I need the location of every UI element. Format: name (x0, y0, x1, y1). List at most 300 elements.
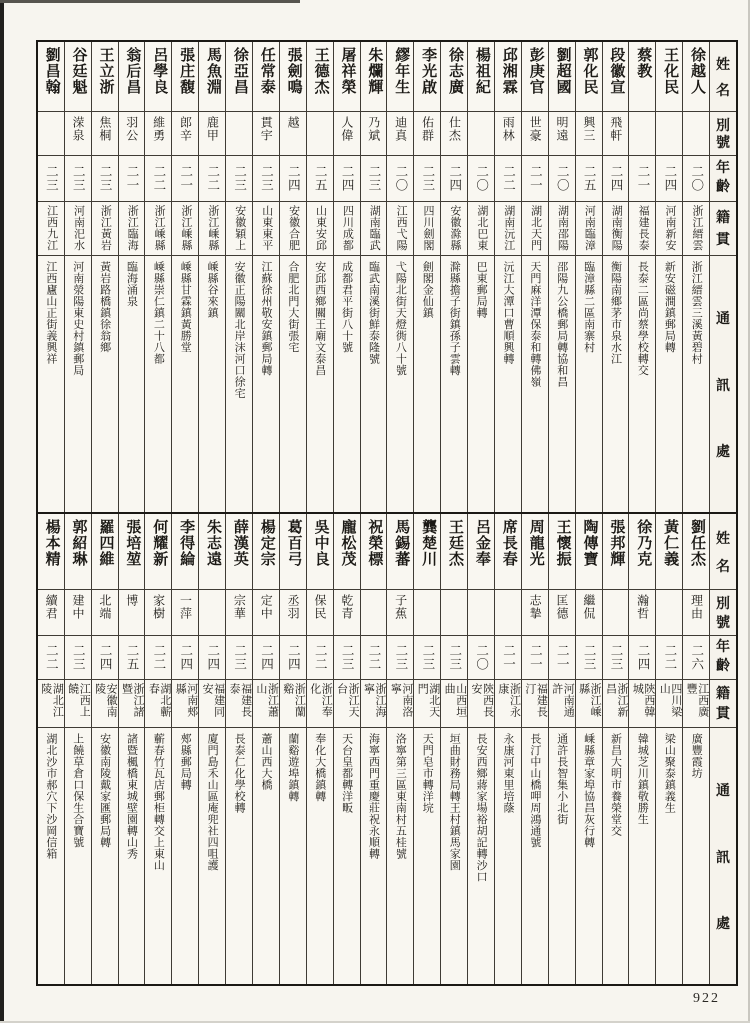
person-age-cell (549, 156, 575, 202)
person-name-text: 薛漢英 (231, 519, 248, 567)
person-address-cell (441, 256, 467, 512)
person-address-cell (38, 256, 64, 512)
person-native-text: 浙江嵊縣 (180, 205, 193, 251)
person-name-text: 劉超國 (554, 47, 571, 95)
header-char: 通 (716, 784, 731, 800)
person-name-cell (199, 42, 225, 112)
person-alias-cell (119, 590, 145, 636)
person-address-cell (199, 256, 225, 512)
person-native-text: 山東安邱 (314, 205, 327, 251)
person-name-cell (38, 514, 64, 590)
person-alias-text: 一萍 (178, 594, 193, 620)
person-alias-cell (280, 112, 306, 156)
person-alias-cell (683, 112, 709, 156)
person-address-text: 江西廬山正街義興祥 (44, 261, 57, 365)
person-column (306, 514, 333, 984)
person-alias-cell (145, 112, 171, 156)
top-table-band (38, 42, 736, 514)
person-column (64, 514, 91, 984)
person-age-cell (441, 636, 467, 680)
person-native-text: 河南通許 (550, 683, 575, 718)
person-column (628, 42, 655, 512)
person-address-cell (656, 256, 682, 512)
person-native-cell (549, 202, 575, 256)
person-column (602, 514, 629, 984)
person-native-text: 福建長汀 (523, 683, 548, 718)
person-native-cell (92, 680, 118, 728)
person-name-cell (603, 42, 629, 112)
person-name-text: 呂學良 (151, 47, 168, 95)
header-char: 姓 (716, 58, 731, 73)
person-column (575, 514, 602, 984)
person-column (306, 42, 333, 512)
person-address-cell (522, 728, 548, 984)
person-column (655, 42, 682, 512)
person-column (38, 42, 64, 512)
person-address-text: 天門麻洋潭保泰和轉佛嶺 (528, 261, 541, 388)
person-column (252, 514, 279, 984)
person-age-text: 二五 (313, 165, 328, 192)
person-native-text: 江西廣豐 (685, 683, 709, 718)
person-native-text: 福建同安 (201, 683, 225, 718)
person-name-cell (441, 514, 467, 590)
person-alias-cell (495, 112, 521, 156)
person-age-cell (92, 156, 118, 202)
person-native-text: 江西上饒 (66, 683, 91, 718)
person-alias-text: 仕杰 (447, 116, 462, 142)
person-name-cell (145, 42, 171, 112)
person-native-text: 浙江蕭山 (254, 683, 279, 718)
person-native-cell (468, 680, 494, 728)
person-address-cell (92, 256, 118, 512)
header-char: 齡 (716, 180, 731, 196)
person-alias-text: 匡德 (555, 594, 569, 620)
person-name-text: 徐乃克 (635, 519, 652, 567)
person-age-cell (226, 636, 252, 680)
person-native-text: 陝西韓城 (631, 683, 655, 718)
person-alias-cell (549, 112, 575, 156)
person-age-cell (629, 156, 655, 202)
header-char: 別 (716, 118, 731, 134)
person-age-cell (656, 156, 682, 202)
person-alias-cell (307, 112, 333, 156)
person-name-cell (522, 42, 548, 112)
person-address-cell (65, 728, 91, 984)
person-alias-cell (307, 590, 333, 636)
person-alias-text: 理由 (689, 594, 704, 620)
person-address-text: 蘭谿遊埠鎮轉 (286, 733, 299, 802)
person-alias-cell (629, 112, 655, 156)
person-column (386, 42, 413, 512)
header-char: 處 (716, 444, 731, 460)
person-age-cell (119, 156, 145, 202)
person-alias-cell (199, 590, 225, 636)
person-address-text: 河南滎陽東史村鎮郵局 (71, 261, 84, 376)
header-address-label (710, 728, 736, 984)
person-name-text: 陶傳寶 (581, 519, 598, 567)
person-age-text: 二三 (393, 644, 408, 671)
person-name-cell (522, 514, 548, 590)
person-name-cell (656, 514, 682, 590)
person-column (413, 42, 440, 512)
header-char: 通 (716, 312, 731, 328)
person-age-cell (280, 156, 306, 202)
person-age-text: 二四 (635, 644, 650, 671)
person-native-cell (199, 680, 225, 728)
person-name-text: 劉昌翰 (43, 47, 60, 95)
person-column (548, 514, 575, 984)
person-native-text: 河南洛寧 (389, 683, 413, 718)
header-char: 訊 (716, 850, 731, 866)
person-address-text: 臨漳縣二區南寨村 (582, 261, 595, 353)
person-column (38, 514, 64, 984)
person-name-text: 蔡教 (635, 47, 652, 79)
person-age-cell (603, 636, 629, 680)
person-native-text: 浙江臨海 (126, 205, 139, 251)
person-name-cell (92, 42, 118, 112)
person-age-text: 二四 (286, 644, 301, 671)
person-native-cell (683, 680, 709, 728)
person-alias-cell (334, 112, 360, 156)
person-native-cell (119, 202, 145, 256)
person-native-cell (495, 202, 521, 256)
person-name-text: 王化民 (662, 47, 679, 95)
person-age-cell (280, 636, 306, 680)
person-age-text: 二四 (286, 165, 301, 192)
header-char: 齡 (716, 659, 731, 674)
person-column (333, 514, 360, 984)
person-alias-text: 興三 (581, 116, 596, 142)
person-native-cell (38, 680, 64, 728)
person-alias-cell (468, 112, 494, 156)
person-address-text: 上饒草倉口保生合寶號 (71, 733, 84, 848)
person-native-cell (603, 202, 629, 256)
person-name-cell (629, 42, 655, 112)
header-char: 訊 (716, 378, 731, 394)
header-char: 名 (716, 84, 731, 99)
person-name-text: 朱志遠 (205, 519, 221, 567)
person-name-text: 張劍鳴 (285, 47, 302, 95)
person-column (413, 514, 440, 984)
person-native-text: 江西弋陽 (395, 205, 408, 251)
person-address-text: 永康河東里培蔭 (501, 733, 514, 814)
person-native-text: 安徽合肥 (287, 205, 300, 251)
person-name-text: 楊本精 (43, 519, 60, 567)
person-name-text: 繆年生 (393, 47, 410, 95)
person-column (628, 514, 655, 984)
person-alias-text: 雨林 (501, 116, 516, 142)
person-address-cell (549, 256, 575, 512)
person-age-text: 二四 (205, 644, 220, 671)
person-alias-cell (172, 112, 198, 156)
person-column (655, 514, 682, 984)
person-address-text: 滁縣擔子街鎮孫子雲轉 (448, 261, 461, 376)
person-age-cell (65, 636, 91, 680)
person-address-text: 廣豐霞坊 (690, 733, 703, 779)
person-age-text: 二〇 (393, 165, 408, 192)
person-age-text: 二三 (98, 165, 113, 192)
person-native-cell (576, 202, 602, 256)
person-alias-text: 續君 (44, 594, 59, 620)
person-address-text: 安徽正陽關北岸沫河口徐宅 (233, 261, 246, 399)
person-age-text: 二二 (151, 165, 166, 192)
person-alias-cell (629, 590, 655, 636)
person-alias-cell (361, 590, 387, 636)
person-native-cell (603, 680, 629, 728)
person-native-text: 浙江縉雲 (690, 205, 703, 251)
person-alias-cell (603, 112, 629, 156)
person-column (440, 42, 467, 512)
person-alias-cell (522, 590, 548, 636)
person-name-text: 彭庚官 (527, 47, 544, 95)
person-name-text: 馬魚淵 (205, 47, 221, 95)
person-age-text: 二二 (151, 644, 166, 671)
person-name-text: 周龍光 (527, 519, 544, 567)
person-name-cell (280, 42, 306, 112)
person-alias-cell (172, 590, 198, 636)
person-address-cell (253, 728, 279, 984)
person-column (225, 42, 252, 512)
person-native-cell (495, 680, 521, 728)
person-native-cell (172, 680, 198, 728)
person-alias-text: 宗華 (232, 594, 247, 620)
person-age-cell (307, 156, 333, 202)
person-age-cell (576, 636, 602, 680)
person-name-text: 郭化民 (581, 47, 598, 95)
person-address-text: 廈門島禾山區庵兜社四咀護 (206, 733, 219, 871)
person-name-cell (414, 514, 440, 590)
person-age-text: 二二 (662, 644, 677, 671)
header-char: 號 (716, 136, 731, 152)
person-native-cell (226, 680, 252, 728)
person-name-text: 楊祖紀 (473, 47, 490, 95)
person-name-text: 徐越人 (689, 47, 706, 95)
person-address-text: 湖北沙市郝穴下沙岡信箱 (44, 733, 57, 860)
person-native-cell (656, 680, 682, 728)
person-age-text: 二三 (44, 165, 59, 192)
person-column (602, 42, 629, 512)
person-alias-cell (683, 590, 709, 636)
person-native-text: 湖南衡陽 (610, 205, 623, 251)
person-address-text: 嵊縣崇仁鎮二十八都 (152, 261, 165, 365)
header-char: 姓 (716, 532, 731, 547)
person-age-cell (334, 156, 360, 202)
person-address-text: 海寧西門重慶莊祝永順轉 (367, 733, 380, 860)
person-native-cell (522, 680, 548, 728)
person-alias-text: 乃斌 (366, 116, 381, 142)
person-name-cell (226, 514, 252, 590)
person-address-text: 沅江大潭口曹順興轉 (501, 261, 514, 365)
person-alias-cell (334, 590, 360, 636)
person-age-text: 二三 (232, 165, 247, 192)
person-age-text: 二〇 (474, 644, 489, 671)
person-age-text: 二三 (609, 644, 624, 671)
person-address-cell (495, 728, 521, 984)
person-name-text: 朱爛輝 (366, 47, 383, 95)
person-native-text: 湖南邵陽 (556, 205, 569, 251)
person-address-cell (683, 728, 709, 984)
person-age-cell (172, 636, 198, 680)
scan-edge-top (0, 0, 300, 3)
person-address-cell (172, 728, 198, 984)
person-column (118, 514, 145, 984)
person-column (521, 42, 548, 512)
person-native-text: 浙江嵊縣 (206, 205, 219, 251)
person-alias-cell (387, 590, 413, 636)
person-native-text: 浙江嵊縣 (153, 205, 166, 251)
person-address-text: 弋陽北街天燈衖八十號 (394, 261, 407, 376)
header-char: 籍 (716, 687, 731, 703)
person-alias-text: 丞羽 (286, 594, 301, 620)
person-age-text: 二一 (528, 165, 543, 192)
person-alias-cell (441, 590, 467, 636)
person-name-cell (334, 514, 360, 590)
person-native-text: 河南汜水 (72, 205, 85, 251)
person-address-text: 蘄春竹瓦店郵柜轉交上東山 (152, 733, 165, 871)
person-age-cell (307, 636, 333, 680)
person-column (144, 42, 171, 512)
person-native-text: 浙江海寧 (362, 683, 387, 718)
person-native-text: 安徽滁縣 (448, 205, 461, 251)
person-age-cell (387, 156, 413, 202)
person-address-text: 嵊縣谷來鎮 (206, 261, 219, 319)
person-name-cell (38, 42, 64, 112)
person-age-text: 二三 (259, 165, 274, 192)
person-native-text: 浙江蘭谿 (281, 683, 306, 718)
person-age-text: 二三 (71, 644, 86, 671)
person-age-text: 二三 (340, 644, 355, 671)
person-name-cell (253, 514, 279, 590)
person-name-text: 谷廷魁 (70, 47, 87, 95)
person-alias-cell (495, 590, 521, 636)
person-column (118, 42, 145, 512)
person-name-cell (145, 514, 171, 590)
header-char: 貫 (716, 706, 731, 722)
person-alias-cell (253, 590, 279, 636)
person-name-text: 徐志廣 (447, 47, 464, 95)
person-native-cell (334, 680, 360, 728)
person-alias-text: 維勇 (151, 116, 166, 142)
person-address-text: 蕭山西大橋 (259, 733, 272, 791)
person-age-text: 二一 (635, 165, 650, 192)
person-name-cell (549, 42, 575, 112)
person-address-text: 天台皇都轉洋畈 (340, 733, 353, 814)
person-address-text: 諸暨楓橋東城壁園轉山秀 (125, 733, 138, 860)
person-alias-cell (522, 112, 548, 156)
person-alias-text: 定中 (259, 594, 274, 620)
person-age-cell (414, 636, 440, 680)
person-column (144, 514, 171, 984)
person-name-cell (361, 514, 387, 590)
person-name-cell (334, 42, 360, 112)
header-age-label (710, 156, 736, 202)
person-address-cell (226, 728, 252, 984)
person-address-cell (65, 256, 91, 512)
field-header-column (709, 42, 736, 512)
person-alias-cell (576, 112, 602, 156)
person-name-cell (172, 514, 198, 590)
person-address-text: 垣曲財務局轉王村鎮馬家園 (448, 733, 461, 871)
person-native-text: 浙江新昌 (604, 683, 629, 718)
person-native-text: 河南郟縣 (174, 683, 198, 718)
person-alias-cell (414, 590, 440, 636)
person-age-cell (38, 156, 64, 202)
person-alias-cell (387, 112, 413, 156)
person-age-text: 二二 (44, 644, 59, 671)
person-address-cell (468, 256, 494, 512)
person-alias-cell (549, 590, 575, 636)
person-name-cell (307, 514, 333, 590)
person-name-text: 邱湘霖 (500, 47, 517, 95)
person-native-text: 福建長泰 (637, 205, 650, 251)
person-native-text: 福建長泰 (228, 683, 252, 718)
person-native-cell (629, 202, 655, 256)
header-char: 號 (716, 615, 731, 631)
person-alias-cell (38, 590, 64, 636)
person-alias-cell (280, 590, 306, 636)
person-name-cell (172, 42, 198, 112)
person-address-text: 長泰二區尚蔡學校轉交 (636, 261, 649, 376)
person-age-cell (441, 156, 467, 202)
person-address-cell (119, 256, 145, 512)
directory-table (36, 40, 738, 986)
person-address-cell (603, 256, 629, 512)
person-alias-cell (199, 112, 225, 156)
person-age-text: 二五 (125, 644, 140, 671)
person-address-cell (361, 728, 387, 984)
person-native-text: 山西垣曲 (443, 683, 467, 718)
person-column (521, 514, 548, 984)
person-address-cell (656, 728, 682, 984)
person-column (225, 514, 252, 984)
person-address-text: 梁山聚泰鎮義生 (663, 733, 676, 814)
person-name-text: 李得綸 (178, 519, 195, 567)
person-address-text: 臨海涌泉 (125, 261, 138, 307)
person-alias-cell (65, 112, 91, 156)
person-address-text: 郟縣郵局轉 (179, 733, 192, 791)
person-native-text: 浙江永康 (496, 683, 521, 718)
person-address-cell (576, 728, 602, 984)
person-name-cell (495, 42, 521, 112)
person-column (279, 42, 306, 512)
person-column (467, 42, 494, 512)
person-native-cell (38, 202, 64, 256)
person-name-cell (280, 514, 306, 590)
person-alias-cell (468, 590, 494, 636)
person-column (360, 514, 387, 984)
person-native-cell (172, 202, 198, 256)
person-age-text: 二〇 (555, 165, 570, 192)
person-age-cell (683, 156, 709, 202)
person-address-text: 江蘇徐州敬安鎮郵局轉 (259, 261, 272, 376)
person-age-cell (656, 636, 682, 680)
person-column (548, 42, 575, 512)
person-address-cell (145, 728, 171, 984)
person-column (575, 42, 602, 512)
person-age-cell (226, 156, 252, 202)
person-column (360, 42, 387, 512)
person-column (171, 42, 198, 512)
header-char: 名 (716, 560, 731, 575)
person-alias-text: 北端 (97, 594, 112, 620)
person-name-cell (387, 42, 413, 112)
person-native-cell (119, 680, 145, 728)
person-alias-cell (656, 590, 682, 636)
person-age-cell (334, 636, 360, 680)
person-address-cell (522, 256, 548, 512)
person-name-text: 王懷振 (554, 519, 571, 567)
person-column (91, 42, 118, 512)
